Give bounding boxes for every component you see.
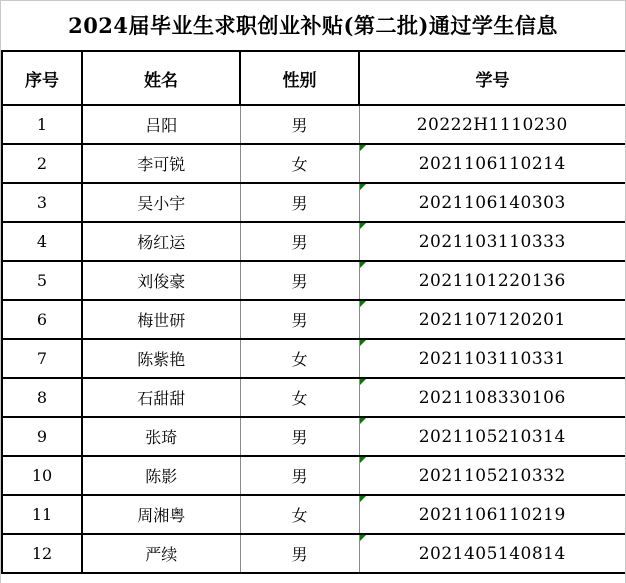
text-format-flag-icon bbox=[360, 145, 366, 151]
cell-index: 10 bbox=[2, 456, 82, 495]
cell-gender: 女 bbox=[240, 378, 359, 417]
cell-index: 11 bbox=[2, 495, 82, 534]
cell-student-id bbox=[359, 456, 626, 495]
student-id-text: 2021105210332 bbox=[418, 465, 566, 486]
cell-index: 8 bbox=[2, 378, 82, 417]
page-title: 2024届毕业生求职创业补贴(第二批)通过学生信息 bbox=[68, 13, 558, 38]
student-row bbox=[2, 417, 626, 456]
cell-name: 李可锐 bbox=[82, 144, 240, 183]
student-id-text: 20222H1110230 bbox=[416, 114, 568, 135]
cell-student-id bbox=[359, 378, 626, 417]
cell-index: 4 bbox=[2, 222, 82, 261]
cell-gender: 女 bbox=[240, 339, 359, 378]
cell-name: 张琦 bbox=[82, 417, 240, 456]
cell-student-id bbox=[359, 144, 626, 183]
text-format-flag-icon bbox=[360, 535, 366, 541]
student-id-text: 2021103110331 bbox=[418, 348, 566, 369]
cell-name: 严续 bbox=[82, 534, 240, 573]
student-row bbox=[2, 105, 626, 144]
cell-student-id bbox=[359, 339, 626, 378]
cell-student-id bbox=[359, 183, 626, 222]
cell-student-id bbox=[359, 534, 626, 573]
cell-name: 吕阳 bbox=[82, 105, 240, 144]
cell-index: 1 bbox=[2, 105, 82, 144]
cell-gender: 男 bbox=[240, 105, 359, 144]
cell-index: 3 bbox=[2, 183, 82, 222]
students-table bbox=[1, 50, 626, 574]
student-row bbox=[2, 495, 626, 534]
cell-name: 石甜甜 bbox=[82, 378, 240, 417]
student-id-text: 2021405140814 bbox=[418, 543, 566, 564]
cell-index: 12 bbox=[2, 534, 82, 573]
cell-student-id bbox=[359, 261, 626, 300]
cell-gender: 男 bbox=[240, 456, 359, 495]
cell-name: 陈紫艳 bbox=[82, 339, 240, 378]
cell-index: 6 bbox=[2, 300, 82, 339]
col-header-gender: 性别 bbox=[240, 51, 359, 105]
cell-student-id bbox=[359, 105, 626, 144]
text-format-flag-icon bbox=[360, 340, 366, 346]
student-row bbox=[2, 261, 626, 300]
text-format-flag-icon bbox=[360, 457, 366, 463]
cell-student-id bbox=[359, 300, 626, 339]
student-row bbox=[2, 183, 626, 222]
student-row bbox=[2, 378, 626, 417]
cell-student-id bbox=[359, 495, 626, 534]
cell-name: 周湘粤 bbox=[82, 495, 240, 534]
student-row bbox=[2, 534, 626, 573]
student-row bbox=[2, 144, 626, 183]
col-header-student-id: 学号 bbox=[359, 51, 626, 105]
student-row bbox=[2, 222, 626, 261]
cell-name: 梅世研 bbox=[82, 300, 240, 339]
text-format-flag-icon bbox=[360, 379, 366, 385]
student-id-text: 2021106140303 bbox=[418, 192, 566, 213]
student-row bbox=[2, 300, 626, 339]
student-id-text: 2021101220136 bbox=[418, 270, 566, 291]
text-format-flag-icon bbox=[360, 496, 366, 502]
cell-index: 5 bbox=[2, 261, 82, 300]
cell-gender: 女 bbox=[240, 495, 359, 534]
cell-gender: 男 bbox=[240, 300, 359, 339]
text-format-flag-icon bbox=[360, 418, 366, 424]
col-header-name: 姓名 bbox=[82, 51, 240, 105]
cell-index: 2 bbox=[2, 144, 82, 183]
cell-name: 吴小宇 bbox=[82, 183, 240, 222]
student-row bbox=[2, 339, 626, 378]
cell-index: 9 bbox=[2, 417, 82, 456]
student-row bbox=[2, 456, 626, 495]
table-body bbox=[2, 105, 626, 573]
cell-gender: 男 bbox=[240, 534, 359, 573]
text-format-flag-icon bbox=[360, 301, 366, 307]
student-id-text: 2021106110219 bbox=[418, 504, 566, 525]
student-id-text: 2021103110333 bbox=[418, 231, 566, 252]
text-format-flag-icon bbox=[360, 184, 366, 190]
student-id-text: 2021107120201 bbox=[418, 309, 566, 330]
cell-gender: 男 bbox=[240, 183, 359, 222]
cell-student-id bbox=[359, 222, 626, 261]
text-format-flag-icon bbox=[360, 262, 366, 268]
student-id-text: 2021105210314 bbox=[418, 426, 566, 447]
student-id-text: 2021106110214 bbox=[418, 153, 566, 174]
text-format-flag-icon bbox=[360, 223, 366, 229]
cell-name: 陈影 bbox=[82, 456, 240, 495]
bottom-border-gap bbox=[487, 579, 622, 583]
cell-name: 刘俊豪 bbox=[82, 261, 240, 300]
col-header-index: 序号 bbox=[2, 51, 82, 105]
cell-name: 杨红运 bbox=[82, 222, 240, 261]
cell-student-id bbox=[359, 417, 626, 456]
cell-gender: 男 bbox=[240, 417, 359, 456]
cell-gender: 女 bbox=[240, 144, 359, 183]
header-row bbox=[2, 51, 626, 105]
cell-gender: 男 bbox=[240, 261, 359, 300]
cell-gender: 男 bbox=[240, 222, 359, 261]
student-id-text: 2021108330106 bbox=[418, 387, 566, 408]
cell-index: 7 bbox=[2, 339, 82, 378]
